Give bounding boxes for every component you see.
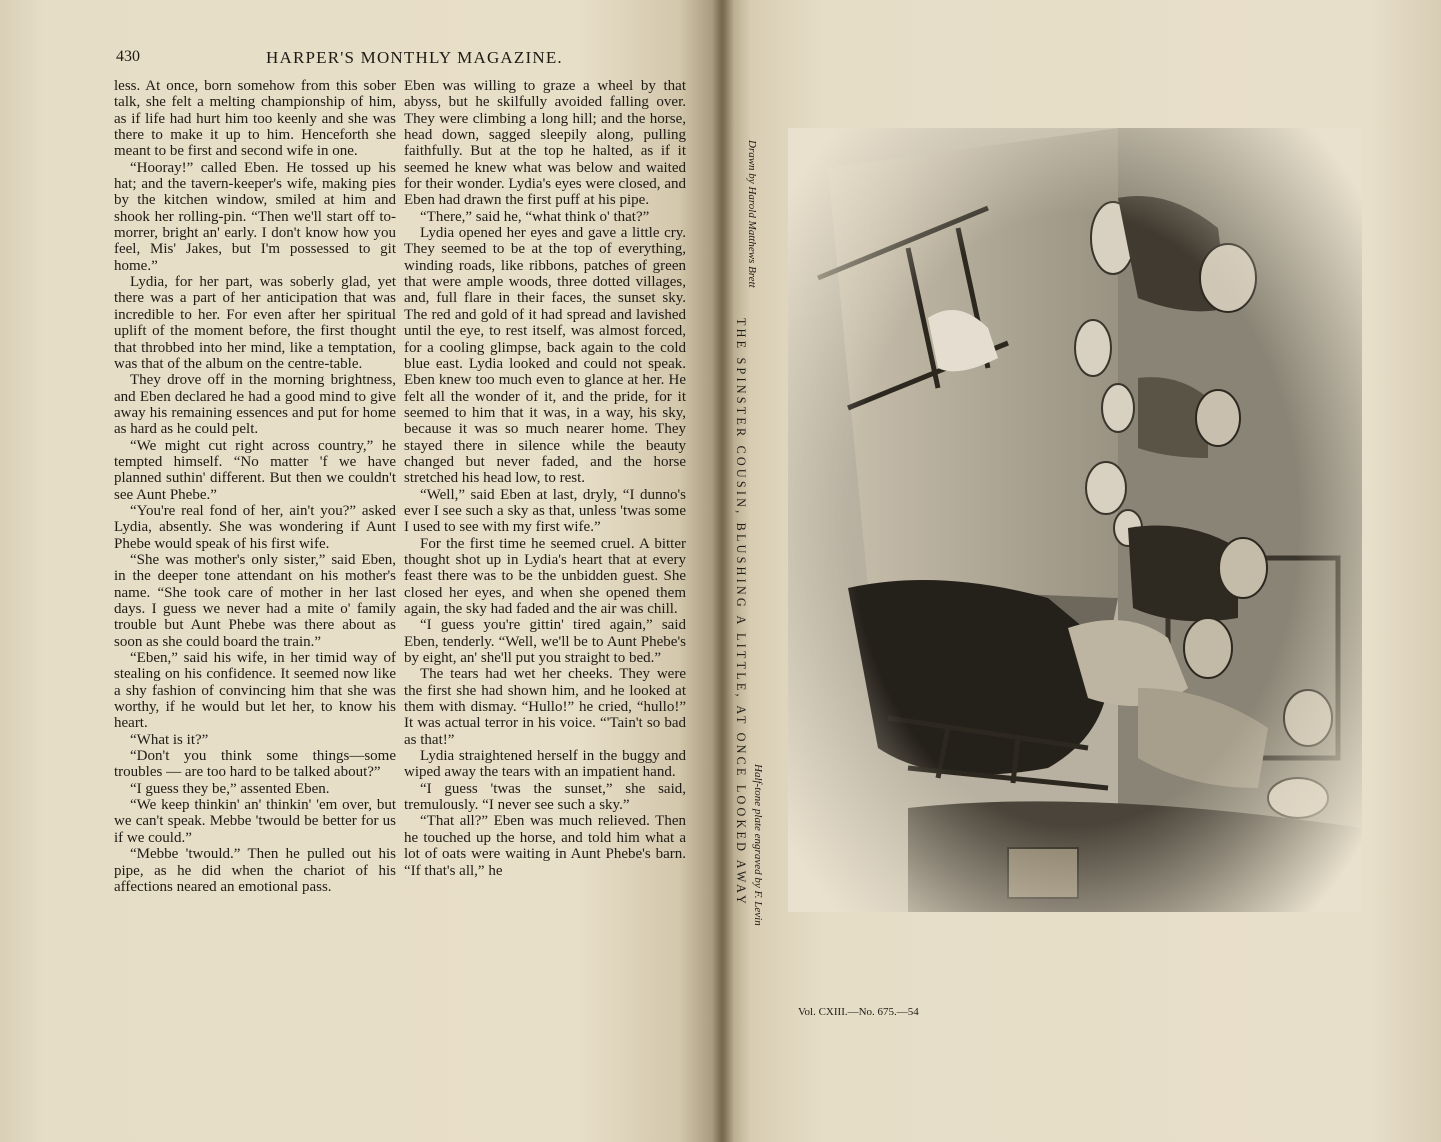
paragraph: “Eben,” said his wife, in her timid way of stealing on his confidence. It seemed now like a shy fashion of convincing him that she was worthy, if he would but let her, to know his heart.	[114, 650, 396, 732]
illustration-caption: THE SPINSTER COUSIN, BLUSHING A LITTLE, AT ONCE LOOKED AWAY	[734, 318, 748, 907]
paragraph: Lydia straightened herself in the buggy and wiped away the tears with an impatient hand.	[404, 748, 686, 781]
text-column-right	[404, 78, 686, 879]
paragraph: “I guess 'twas the sunset,” she said, tremulously. “I never see such a sky.”	[404, 780, 686, 814]
magazine-title: HARPER'S MONTHLY MAGAZINE.	[266, 48, 563, 67]
dinner-scene-illustration	[788, 128, 1362, 912]
paragraph: “Well,” said Eben at last, dryly, “I dunno's ever I see such a sky as that, unless 'twas some I used to see with my first wife.”	[404, 486, 686, 536]
paragraph: less. At once, born somehow from this sober talk, she felt a melting championship of him, as if life had hurt him too keenly and she was there to make it up to him. Henceforth she meant to be first and second wife in one.	[114, 78, 396, 160]
paragraph: “We keep thinkin' an' thinkin' 'em over, but we can't speak. Mebbe 'twould be better for us if we could.”	[114, 797, 396, 846]
paragraph: For the first time he seemed cruel. A bitter thought shot up in Lydia's heart that at every feast there was to be the unbidden guest. She closed her eyes, and when she opened them again, the sky had faded and the air was chill.	[404, 535, 686, 617]
paragraph: “Don't you think some things—some troubles — are too hard to be talked about?”	[114, 748, 396, 781]
running-head	[116, 44, 696, 70]
book-gutter	[712, 0, 734, 1142]
paragraph: “There,” said he, “what think o' that?”	[420, 208, 650, 225]
paragraph: “That all?” Eben was much relieved. Then he touched up the horse, and told him what a lot of oats were waiting in Aunt Phebe's barn. “If that's all,” he	[404, 813, 686, 879]
paragraph: “Mebbe 'twould.” Then he pulled out his pipe, as he did when the chariot of his affections neared an emotional pass.	[114, 846, 396, 895]
engraving-credit: Half-tone plate engraved by F. Levin	[752, 764, 764, 926]
paragraph: They drove off in the morning brightness, and Eben declared he had a good mind to give away his remaining essences and put for home as hard as he could pelt.	[114, 372, 396, 438]
paragraph: “I guess you're gittin' tired again,” said Eben, tenderly. “Well, we'll be to Aunt Phebe's by eight, an' she'll put you straight to bed.”	[404, 617, 686, 667]
paragraph: Lydia, for her part, was soberly glad, yet there was a part of her anticipation that was incredible to her. For even after her spiritual uplift of the moment before, the first thought that throbbed into her mind, like a temptation, was that of the album on the centre-table.	[114, 274, 396, 372]
paragraph: The tears had wet her cheeks. They were the first she had shown him, and he looked at them with dismay. “Hullo!” he cried, “hullo!” It was actual terror in his voice. “'Tain't so bad as that!”	[404, 666, 686, 748]
text-column-left	[114, 78, 396, 895]
page-number: 430	[116, 48, 140, 65]
paragraph: “What is it?”	[130, 731, 209, 748]
paragraph: “You're real fond of her, ain't you?” asked Lydia, absently. She was wondering if Aunt Phebe would speak of his first wife.	[114, 502, 396, 552]
volume-line: Vol. CXIII.—No. 675.—54	[798, 1006, 919, 1018]
illustration-credit: Drawn by Harold Matthews Brett	[746, 140, 758, 288]
paragraph: Lydia opened her eyes and gave a little cry. They seemed to be at the top of everything, winding roads, like ribbons, patches of green that were ample woods, three dotted villages, and, full flare in their faces, the sunset sky. The red and gold of it had spread and lavished until the eye, to rest itself, was almost forced, for a cooling glimpse, back again to the cold blue east. Lydia looked and could not speak. Eben knew too much even to glance at her. He felt all the wonder of it, and the pride, for it seemed to him that it was, in a way, his sky, because it was so much nearer home. They stayed there in silence while the beauty changed but never faded, and the horse stretched his head low, to rest.	[404, 225, 686, 487]
halftone-illustration	[788, 128, 1362, 912]
paragraph: “Hooray!” called Eben. He tossed up his hat; and the tavern-keeper's wife, making pies by the kitchen window, smiled at him and shook her rolling-pin. “Then we'll start off to-morrer, bright an' early. I don't know how you feel, Mis' Jakes, but I'm possessed to git home.”	[114, 159, 396, 274]
paragraph: Eben was willing to graze a wheel by that abyss, but he skilfully avoided falling over. They were climbing a long hill; and the horse, head down, sagged sleepily along, pulling faithfully. But at the top he halted, as if it seemed he knew what was below and waited for their wonder. Lydia's eyes were closed, and Eben had drawn the first puff at his pipe.	[404, 78, 686, 209]
paragraph: “We might cut right across country,” he tempted himself. “No matter 'f we have planned suthin' different. But then we couldn't see Aunt Phebe.”	[114, 437, 396, 503]
paragraph: “She was mother's only sister,” said Eben, in the deeper tone attendant on his mother's name. “She took care of mother in her last days. I guess we never had a mite o' family trouble but Aunt Phebe was there about as soon as she could board the train.”	[114, 551, 396, 650]
paragraph: “I guess they be,” assented Eben.	[130, 780, 330, 797]
